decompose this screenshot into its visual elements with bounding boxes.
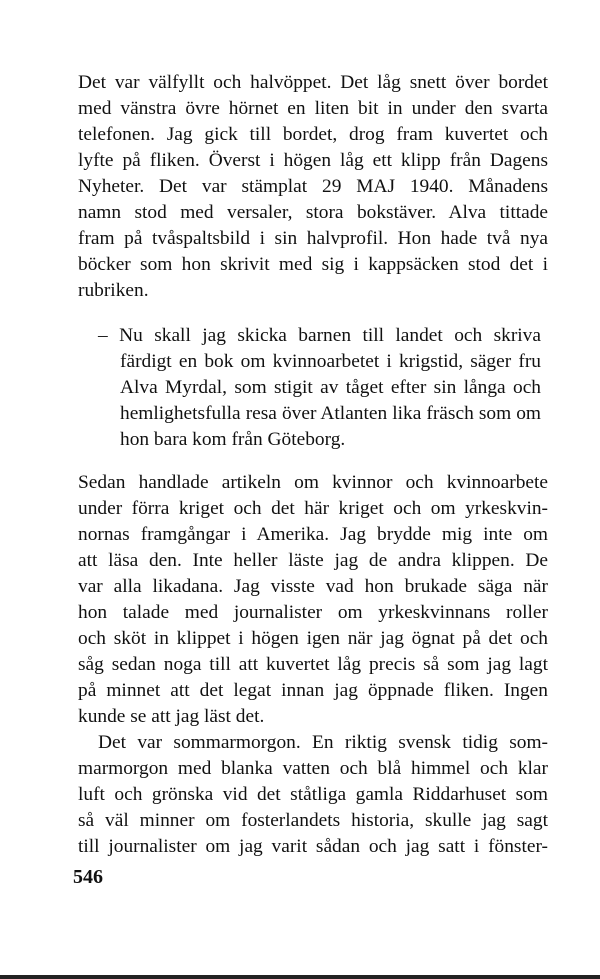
text-line: marmorgon med blanka vatten och blå himmel och klar [78, 758, 548, 779]
text-line: rubriken. [78, 280, 149, 301]
text-line: under förra kriget och det här kriget och om yrkeskvin- [78, 498, 548, 519]
text-line: såg sedan noga till att kuvertet låg precis så som jag lagt [78, 654, 548, 675]
text-line: var alla likadana. Jag visste vad hon brukade säga när [78, 576, 548, 597]
text-line: böcker som hon skrivit med sig i kappsäcken stod det i [78, 254, 548, 275]
text-line: nornas framgångar i Amerika. Jag brydde mig inte om [78, 524, 548, 545]
page-edge-divider [0, 975, 600, 979]
text-line: och sköt in klippet i högen igen när jag ögnat på det och [78, 628, 548, 649]
text-line: kunde se att jag läst det. [78, 706, 265, 727]
text-line: Sedan handlade artikeln om kvinnor och kvinnoarbete [78, 472, 548, 493]
text-line: Det var sommarmorgon. En riktig svensk tidig som- [98, 732, 548, 753]
text-line: att läsa den. Inte heller läste jag de andra klippen. De [78, 550, 548, 571]
text-line: Nyheter. Det var stämplat 29 MAJ 1940. Månadens [78, 176, 548, 197]
text-line: luft och grönska vid det ståtliga gamla Riddarhuset som [78, 784, 548, 805]
text-line: telefonen. Jag gick till bordet, drog fram kuvertet och [78, 124, 548, 145]
text-line: på minnet att det legat innan jag öppnade fliken. Ingen [78, 680, 548, 701]
quote-line: – Nu skall jag skicka barnen till landet och skriva [98, 325, 541, 346]
quote-line: Alva Myrdal, som stigit av tåget efter sin långa och [120, 377, 541, 398]
quote-line: hemlighetsfulla resa över Atlanten lika fräsch som om [120, 403, 541, 424]
text-line: Det var välfyllt och halvöppet. Det låg snett över bordet [78, 72, 548, 93]
quote-line: hon bara kom från Göteborg. [120, 429, 346, 450]
quote-line: färdigt en bok om kvinnoarbetet i krigstid, säger fru [120, 351, 541, 372]
text-line: så väl minner om fosterlandets historia, skulle jag sagt [78, 810, 548, 831]
text-line: namn stod med versaler, stora bokstäver. Alva tittade [78, 202, 548, 223]
page-number: 546 [73, 866, 103, 888]
text-line: lyfte på fliken. Överst i högen låg ett klipp från Dagens [78, 150, 548, 171]
text-line: med vänstra övre hörnet en liten bit in under den svarta [78, 98, 548, 119]
text-line: fram på tvåspaltsbild i sin halvprofil. Hon hade två nya [78, 228, 548, 249]
text-line: till journalister om jag varit sådan och jag satt i fönster- [78, 836, 548, 857]
text-line: hon talade med journalister om yrkeskvinnans roller [78, 602, 548, 623]
